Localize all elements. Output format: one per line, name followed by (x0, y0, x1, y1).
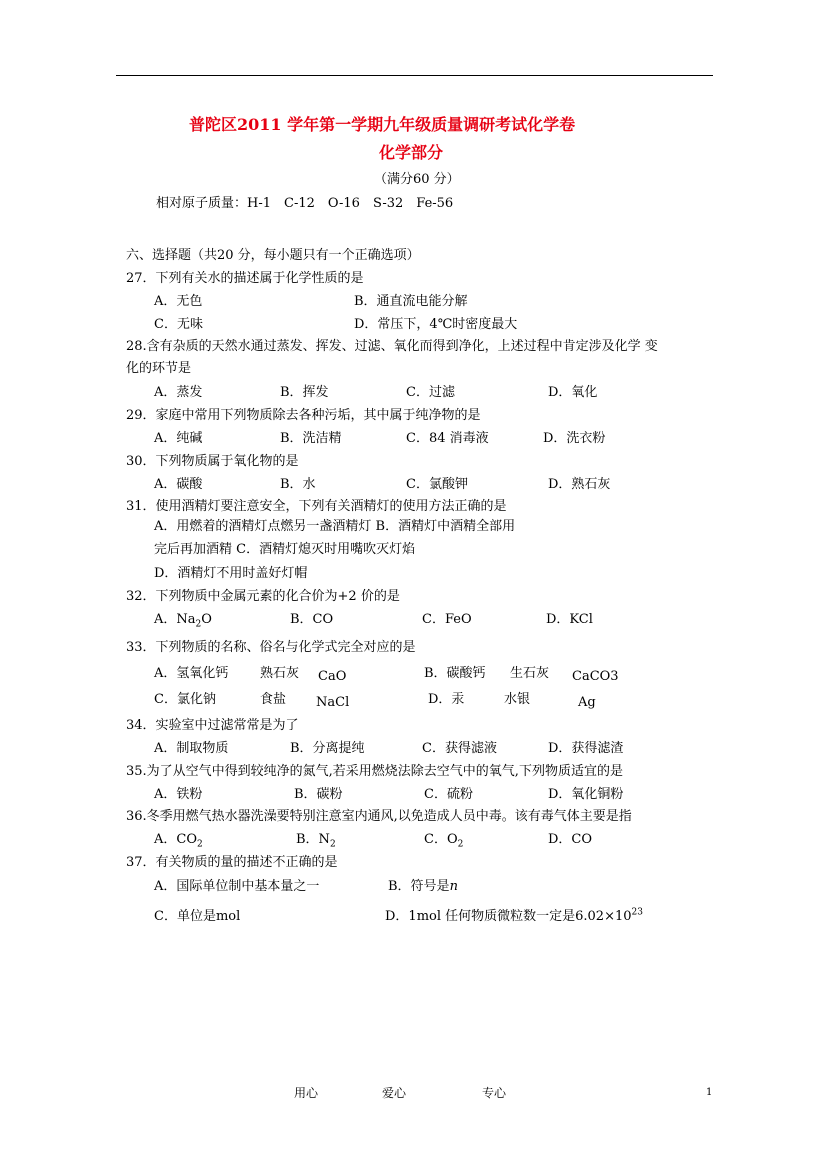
q27-option-d: D．常压下，4℃时密度最大 (354, 317, 518, 332)
q28-option-a: A．蒸发 (154, 385, 203, 400)
q37-option-c: C．单位是mol (154, 909, 241, 924)
q35-stem: 35.为了从空气中得到较纯净的氮气,若采用燃烧法除去空气中的氧气,下列物质适宜的是 (126, 764, 623, 779)
q31-options-line2: 完后再加酒精 C．酒精灯熄灭时用嘴吹灭灯焰 (154, 542, 416, 557)
page-subtitle: 化学部分 (379, 143, 444, 162)
q30-stem: 30．下列物质属于氧化物的是 (126, 454, 299, 469)
q37-stem: 37．有关物质的量的描述不正确的是 (126, 855, 338, 870)
q32-option-d: D．KCl (546, 612, 593, 627)
q33-option-b-common: 生石灰 (510, 666, 550, 681)
q28-stem-line1: 28.含有杂质的天然水通过蒸发、挥发、过滤、氧化而得到净化，上述过程中肯定涉及化学 变 (126, 339, 658, 354)
atomic-mass: 相对原子质量：H-1 C-12 O-16 S-32 Fe-56 (156, 196, 454, 211)
section-heading: 六、选择题（共20 分，每小题只有一个正确选项） (126, 248, 420, 263)
q36-option-c: C．$O_2$ (424, 832, 464, 850)
q34-option-a: A．制取物质 (154, 741, 229, 756)
q33-option-d-name: D．汞 (428, 692, 465, 707)
q32-option-a: A．$Na_2O$ (154, 612, 212, 630)
q35-option-a: A．铁粉 (154, 787, 203, 802)
q27-stem: 27．下列有关水的描述属于化学性质的是 (126, 271, 364, 286)
footer-text-1: 用心 (294, 1086, 319, 1100)
q29-option-b: B．洗洁精 (280, 431, 342, 446)
q36-stem: 36.冬季用燃气热水器洗澡要特别注意室内通风,以免造成人员中毒。该有毒气体主要是指 (126, 809, 632, 824)
q32-stem: 32．下列物质中金属元素的化合价为+2 价的是 (126, 589, 400, 604)
q29-option-a: A．纯碱 (154, 431, 203, 446)
page-title: 普陀区2011 学年第一学期九年级质量调研考试化学卷 (189, 115, 576, 134)
q33-option-a-formula: CaO (318, 669, 347, 684)
q30-option-a: A．碳酸 (154, 477, 203, 492)
q30-option-b: B．水 (280, 477, 316, 492)
q34-option-d: D．获得滤渣 (548, 741, 624, 756)
q28-stem-line2: 化的环节是 (126, 361, 192, 376)
q27-option-b: B．通直流电能分解 (354, 294, 468, 309)
q33-option-d-common: 水银 (504, 692, 531, 707)
header-rule (116, 75, 713, 76)
q33-stem: 33．下列物质的名称、俗名与化学式完全对应的是 (126, 640, 416, 655)
q33-option-a-common: 熟石灰 (260, 666, 300, 681)
footer-text-2: 爱心 (382, 1086, 407, 1100)
q27-option-a: A．无色 (154, 294, 203, 309)
q31-options-line3: D．酒精灯不用时盖好灯帽 (154, 566, 308, 581)
q33-option-b-name: B．碳酸钙 (424, 666, 486, 681)
q28-option-c: C．过滤 (406, 385, 455, 400)
q35-option-c: C．硫粉 (424, 787, 473, 802)
q34-stem: 34．实验室中过滤常常是为了 (126, 718, 299, 733)
q29-stem: 29．家庭中常用下列物质除去各种污垢，其中属于纯净物的是 (126, 408, 481, 423)
q33-option-c-formula: NaCl (316, 695, 350, 710)
q35-option-d: D．氧化铜粉 (548, 787, 624, 802)
q37-option-d: D．1mol 任何物质微粒数一定是$6.02\times 10^{23}$ (385, 907, 643, 924)
q36-option-d: D．CO (548, 832, 593, 847)
q33-option-d-formula: Ag (578, 695, 596, 710)
q36-option-a: A．$CO_2$ (154, 832, 203, 850)
q35-option-b: B．碳粉 (294, 787, 343, 802)
q37-option-b: B．符号是n (388, 879, 458, 894)
q33-option-b-formula: CaCO3 (572, 669, 619, 684)
q32-option-c: C．FeO (422, 612, 472, 627)
q33-option-a-name: A．氢氧化钙 (154, 666, 229, 681)
q29-option-c: C．84 消毒液 (406, 431, 489, 446)
page-number: 1 (706, 1087, 713, 1098)
q28-option-d: D．氧化 (548, 385, 598, 400)
q37-option-a: A．国际单位制中基本量之一 (154, 879, 320, 894)
q33-option-c-common: 食盐 (260, 692, 287, 707)
q36-option-b: B．$N_2$ (296, 832, 336, 850)
q33-option-c-name: C．氯化钠 (154, 692, 216, 707)
q30-option-c: C．氯酸钾 (406, 477, 468, 492)
q34-option-c: C．获得滤液 (422, 741, 497, 756)
q30-option-d: D．熟石灰 (548, 477, 611, 492)
footer-text-3: 专心 (482, 1086, 507, 1100)
q32-option-b: B．CO (290, 612, 334, 627)
score-note: （满分60 分） (374, 172, 460, 187)
q34-option-b: B．分离提纯 (290, 741, 365, 756)
q31-stem: 31．使用酒精灯要注意安全，下列有关酒精灯的使用方法正确的是 (126, 499, 507, 514)
q31-options-line1: A．用燃着的酒精灯点燃另一盏酒精灯 B．酒精灯中酒精全部用 (154, 519, 516, 534)
q29-option-d: D．洗衣粉 (543, 431, 606, 446)
q28-option-b: B．挥发 (280, 385, 329, 400)
q27-option-c: C．无味 (154, 317, 203, 332)
